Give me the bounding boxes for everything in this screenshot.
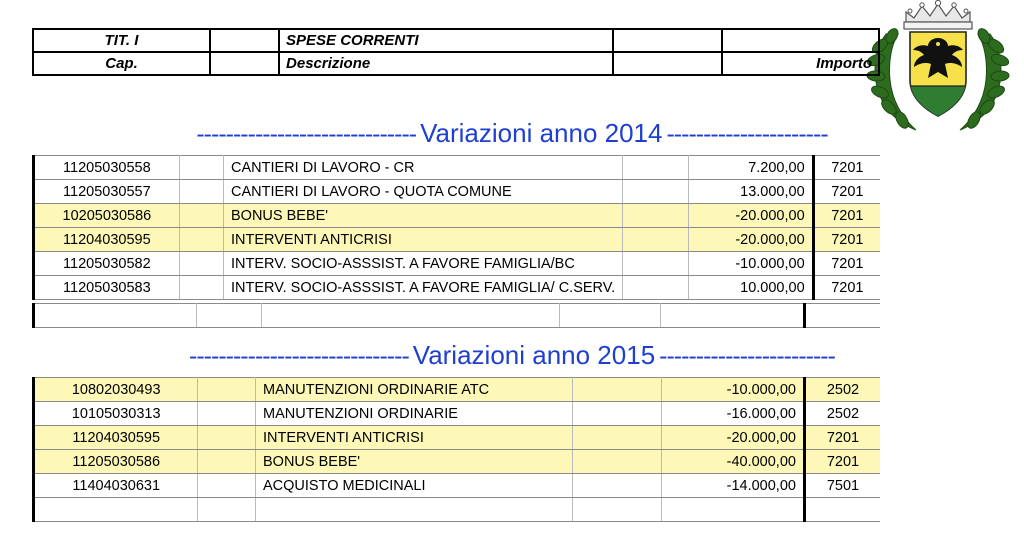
cell-gap-b [623,276,688,300]
cell-code: 7201 [813,156,880,180]
cell-gap-b [623,156,688,180]
section-title: Variazioni anno 2014 [420,118,663,148]
cell-cap: 10105030313 [34,402,198,426]
cell-gap-b [573,402,661,426]
cell-empty-imp [661,498,804,522]
table-row-empty [34,498,881,522]
variations-table-2014 [32,155,880,300]
divider-dash-left: ------------------------------ [189,342,409,370]
cell-desc: INTERV. SOCIO-ASSSIST. A FAVORE FAMIGLIA/ C.SERV. [224,276,623,300]
cell-code: 7201 [813,276,880,300]
table-row[interactable] [34,402,881,426]
cell-desc: CANTIERI DI LAVORO - QUOTA COMUNE [224,180,623,204]
cell-gap-b [623,204,688,228]
cell-gap-b [573,450,661,474]
cell-empty-g2 [573,498,661,522]
cell-gap-a [198,426,256,450]
cell-empty-g1 [196,304,261,328]
cell-cap: 11205030586 [34,450,198,474]
cell-code: 7201 [813,180,880,204]
cell-gap-b [573,426,661,450]
variations-table-2015 [32,377,880,522]
spacer-grid-band [32,303,880,328]
cell-importo: 7.200,00 [688,156,813,180]
cell-importo: 13.000,00 [688,180,813,204]
header-tit: TIT. I [33,29,210,52]
cell-code: 2502 [804,378,880,402]
cell-cap: 11205030558 [34,156,180,180]
cell-code: 2502 [804,402,880,426]
cell-gap-a [179,180,223,204]
cell-cap: 11205030557 [34,180,180,204]
cell-cap: 10802030493 [34,378,198,402]
divider-dash-left: ------------------------------ [196,120,417,148]
cell-desc: ACQUISTO MEDICINALI [256,474,573,498]
header-gap-1 [210,29,279,52]
header-importo-2: Importo [722,52,879,75]
cell-gap-b [573,474,661,498]
cell-gap-a [198,450,256,474]
header-gap-4 [613,52,722,75]
table-row[interactable] [34,252,881,276]
cell-empty-g1 [198,498,256,522]
table-row[interactable] [34,156,881,180]
cell-importo: -14.000,00 [661,474,804,498]
cell-gap-b [623,180,688,204]
cell-importo: -20.000,00 [688,204,813,228]
crown-icon [904,0,972,29]
cell-importo: -10.000,00 [688,252,813,276]
table-row[interactable] [34,378,881,402]
cell-importo: 10.000,00 [688,276,813,300]
table-row-empty [34,304,881,328]
cell-code: 7201 [804,450,880,474]
header-gap-3 [210,52,279,75]
cell-cap: 11204030595 [34,228,180,252]
cell-importo: -20.000,00 [688,228,813,252]
header-row-columns [33,52,879,75]
cell-importo: -20.000,00 [661,426,804,450]
cell-cap: 11404030631 [34,474,198,498]
cell-code: 7201 [813,204,880,228]
cell-gap-b [623,228,688,252]
divider-dash-right: ---------------------- [666,120,828,148]
section-divider-2014 [0,118,1024,149]
cell-desc: MANUTENZIONI ORDINARIE [256,402,573,426]
cell-cap: 11205030582 [34,252,180,276]
cell-cap: 11205030583 [34,276,180,300]
cell-gap-b [573,378,661,402]
header-spese: SPESE CORRENTI [279,29,613,52]
header-table [32,28,880,76]
divider-dash-right: ------------------------ [659,342,835,370]
cell-desc: INTERVENTI ANTICRISI [224,228,623,252]
cell-empty-cap [34,498,198,522]
cell-desc: INTERVENTI ANTICRISI [256,426,573,450]
cell-empty-code [804,304,880,328]
table-row[interactable] [34,450,881,474]
cell-cap: 10205030586 [34,204,180,228]
header-importo-1 [722,29,879,52]
cell-code: 7201 [804,426,880,450]
cell-code: 7201 [813,228,880,252]
cell-gap-a [179,156,223,180]
header-cap: Cap. [33,52,210,75]
cell-empty-desc [261,304,560,328]
cell-empty-code [804,498,880,522]
table-row[interactable] [34,426,881,450]
cell-gap-a [179,252,223,276]
cell-empty-desc [256,498,573,522]
cell-gap-a [198,474,256,498]
cell-desc: BONUS BEBE' [224,204,623,228]
cell-gap-b [623,252,688,276]
cell-importo: -10.000,00 [661,378,804,402]
cell-desc: MANUTENZIONI ORDINARIE ATC [256,378,573,402]
cell-desc: BONUS BEBE' [256,450,573,474]
cell-importo: -16.000,00 [661,402,804,426]
cell-cap: 11204030595 [34,426,198,450]
cell-desc: CANTIERI DI LAVORO - CR [224,156,623,180]
shield-icon [910,32,966,116]
table-row[interactable] [34,204,881,228]
cell-gap-a [198,402,256,426]
cell-gap-a [179,228,223,252]
cell-code: 7201 [813,252,880,276]
header-descrizione: Descrizione [279,52,613,75]
cell-empty-cap [34,304,197,328]
header-row-title [33,29,879,52]
table-row[interactable] [34,474,881,498]
cell-importo: -40.000,00 [661,450,804,474]
header-gap-2 [613,29,722,52]
cell-desc: INTERV. SOCIO-ASSSIST. A FAVORE FAMIGLIA/BC [224,252,623,276]
section-divider-2015 [0,340,1024,371]
cell-gap-a [179,276,223,300]
cell-empty-g2 [560,304,661,328]
cell-code: 7501 [804,474,880,498]
table-row[interactable] [34,180,881,204]
table-row[interactable] [34,228,881,252]
cell-gap-a [198,378,256,402]
table-row[interactable] [34,276,881,300]
section-title: Variazioni anno 2015 [412,340,656,370]
cell-empty-imp [661,304,804,328]
cell-gap-a [179,204,223,228]
